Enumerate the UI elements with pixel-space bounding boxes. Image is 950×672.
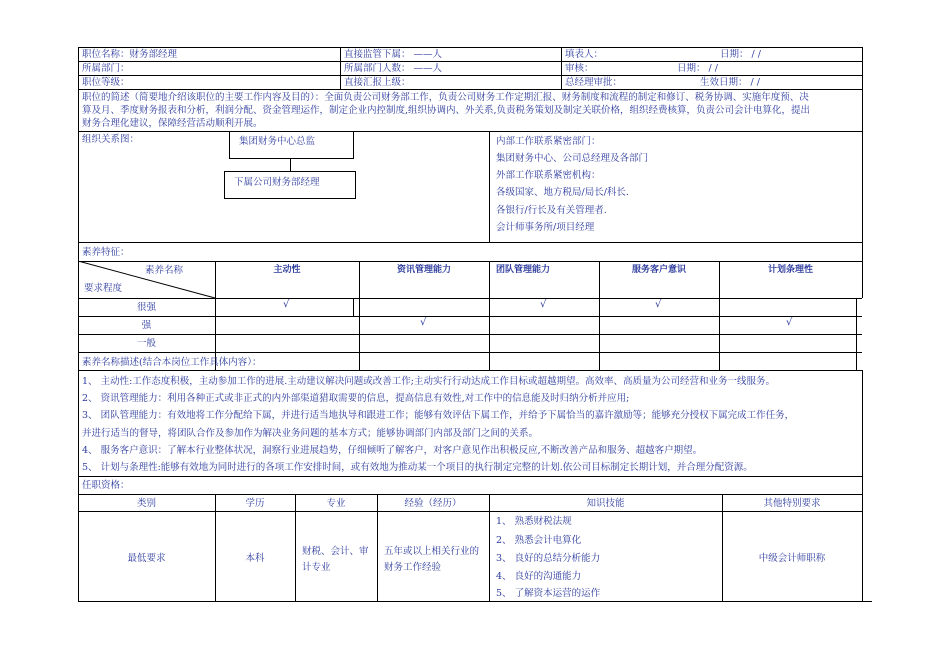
external-contact: 会计师事务所/项目经理: [496, 222, 595, 233]
rule: [719, 261, 720, 370]
gm-approval: 总经理审批：: [565, 77, 623, 88]
rule: [862, 242, 863, 261]
dept-headcount: 所属部门人数： ——人: [344, 63, 443, 74]
traits-diag-bottom: 要求程度: [84, 283, 123, 294]
qual-header: 类别: [136, 498, 156, 509]
rule: [359, 261, 360, 370]
org-box-director-label: 集团财务中心总监: [239, 136, 316, 147]
trait-header: 主动性: [273, 265, 301, 275]
rule: [862, 601, 872, 602]
rule: [78, 61, 862, 62]
rule: [78, 316, 862, 317]
position-name: 职位名称：财务部经理: [82, 49, 178, 60]
rule: [215, 494, 216, 602]
rule: [295, 494, 296, 602]
qual-row-label: 最低要求: [127, 553, 166, 564]
grade: 职位等级：: [82, 77, 130, 88]
org-box-manager-label: 下属公司财务部经理: [234, 177, 320, 188]
trait-header: 计划条理性: [767, 265, 813, 275]
qual-header: 专业: [326, 498, 346, 509]
internal-contacts-title: 内部工作联系紧密部门：: [496, 136, 601, 147]
summary-line: 算及月、季度财务报表和分析，利润分配、资金管理运作，制定企业内控制度,组织协调内、外关系,负责税务策划及制定关联价格，组织经费核算，负责公司会计电算化，提出: [82, 105, 811, 116]
rule: [78, 370, 862, 371]
direct-subordinates: 直接监管下属： ——人: [344, 49, 443, 60]
trait-check-mark: √: [655, 299, 662, 310]
desc-item: 1、 主动性:工作态度积极，主动参加工作的进展.主动建议解决问题或改善工作;主动实行行动达成工作目标或超越期望。高效率、高质量为公司经营和业务一线服务。: [82, 376, 775, 387]
trait-check-mark: √: [540, 299, 547, 310]
traits-title: 素养特征：: [82, 247, 130, 258]
trait-check-mark: √: [420, 317, 427, 328]
qual-header: 学历: [245, 498, 265, 509]
rule: [862, 47, 863, 242]
internal-contacts: 集团财务中心、公司总经理及各部门: [496, 153, 649, 164]
desc-item: 4、 服务客户意识：了解本行业整体状况，洞察行业进展趋势，仔细倾听了解客户，对客户意见作出积极反应,不断改善产品和服务、超越客户期望。: [82, 445, 703, 456]
summary-line: 财务合理化建议，保障经营活动顺利开展。: [82, 118, 263, 129]
rule: [78, 476, 862, 477]
qual-skill: 1、 熟悉财税法规: [496, 516, 572, 527]
rule: [78, 511, 862, 512]
summary-line: 职位的简述（简要地介绍该职位的主要工作内容及目的）：全面负责公司财务部工作，负责公司财务工作定期汇报、财务制度和流程的制定和修订、税务协调、实施年度预、决: [82, 92, 809, 103]
rule: [78, 352, 862, 353]
rule: [78, 131, 862, 132]
external-contacts-title: 外部工作联系紧密机构：: [496, 170, 601, 181]
trait-header: 资讯管理能力: [396, 265, 451, 275]
rule: [862, 370, 863, 602]
qual-education: 本科: [245, 553, 265, 564]
trait-header: 服务客户意识: [631, 265, 686, 275]
qual-experience: 五年或以上相关行业的财务工作经验: [384, 546, 480, 573]
qual-header: 其他特别要求: [763, 498, 821, 509]
trait-check-mark: √: [283, 299, 290, 310]
report-to: 直接汇报上级：: [344, 77, 411, 88]
traits-diag-top: 素养名称: [145, 265, 184, 276]
qual-skill: 4、 良好的沟通能力: [496, 571, 582, 582]
reviewer: 审核：: [565, 63, 594, 74]
qual-other: 中级会计师职称: [758, 553, 826, 564]
rule: [561, 47, 562, 89]
rule: [722, 494, 723, 602]
desc-item: 3、 团队管理能力：有效地将工作分配给下属，并进行适当地执导和跟进工作；能够有效评估下属工作，并给予下属恰当的嘉许激励等；能够充分授权下属完成工作任务，: [82, 410, 795, 421]
rule: [78, 601, 862, 602]
rule: [489, 261, 490, 370]
level-label: 很强: [136, 302, 156, 313]
trait-check-mark: √: [786, 317, 793, 328]
level-label: 强: [141, 320, 152, 331]
rule: [856, 298, 857, 370]
rule: [78, 89, 862, 90]
rule: [78, 242, 862, 243]
desc-title: 素养名称描述(结合本岗位工作具体内容）：: [82, 357, 262, 368]
rule: [377, 494, 378, 602]
rule: [340, 47, 341, 89]
qual-skill: 2、 熟悉会计电算化: [496, 535, 582, 546]
rule: [78, 334, 862, 335]
org-connector: [290, 158, 291, 171]
org-label: 组织关系图：: [82, 134, 140, 145]
effective-date: 生效日期： / /: [700, 77, 760, 88]
qual-header: 知识技能: [586, 498, 625, 509]
trait-header: 团队管理能力: [496, 265, 551, 275]
rule: [353, 298, 354, 316]
external-contact: 各级国家、地方税局/局长/科长.: [496, 187, 629, 198]
date-filled: 日期： / /: [720, 49, 761, 60]
date-reviewed: 日期： / /: [677, 63, 718, 74]
desc-item: 2、 资讯管理能力：利用各种正式或非正式的内外部渠道猎取需要的信息，提高信息有效性,对工作中的信息能及时归纳分析并应用;: [82, 393, 630, 404]
external-contact: 各银行/行长及有关管理者.: [496, 205, 607, 216]
qual-major: 财税、会计、审计专业: [302, 546, 369, 573]
rule: [862, 261, 863, 298]
qual-title: 任职资格：: [82, 480, 130, 491]
rule: [489, 494, 490, 602]
rule: [78, 494, 862, 495]
level-label: 一般: [136, 338, 156, 349]
qual-skill: 3、 良好的总结分析能力: [496, 553, 601, 564]
desc-item: 5、 计划与条理性:能够有效地为同时进行的各项工作安排时间，或有效地为推动某一个项目的执行制定完整的计划.依公司目标制定长期计划，并合理分配资源。: [82, 462, 753, 473]
rule: [599, 261, 600, 370]
desc-item: 并进行适当的督导，将团队合作及参加作为解决业务问题的基本方式；能够协调部门内部及部门之间的关系。: [82, 428, 539, 439]
department: 所属部门：: [82, 63, 130, 74]
rule: [489, 131, 490, 242]
qual-header: 经验（经历）: [404, 498, 462, 509]
qual-skill: 5、 了解资本运营的运作: [496, 588, 601, 599]
filled-by: 填表人：: [565, 49, 604, 60]
